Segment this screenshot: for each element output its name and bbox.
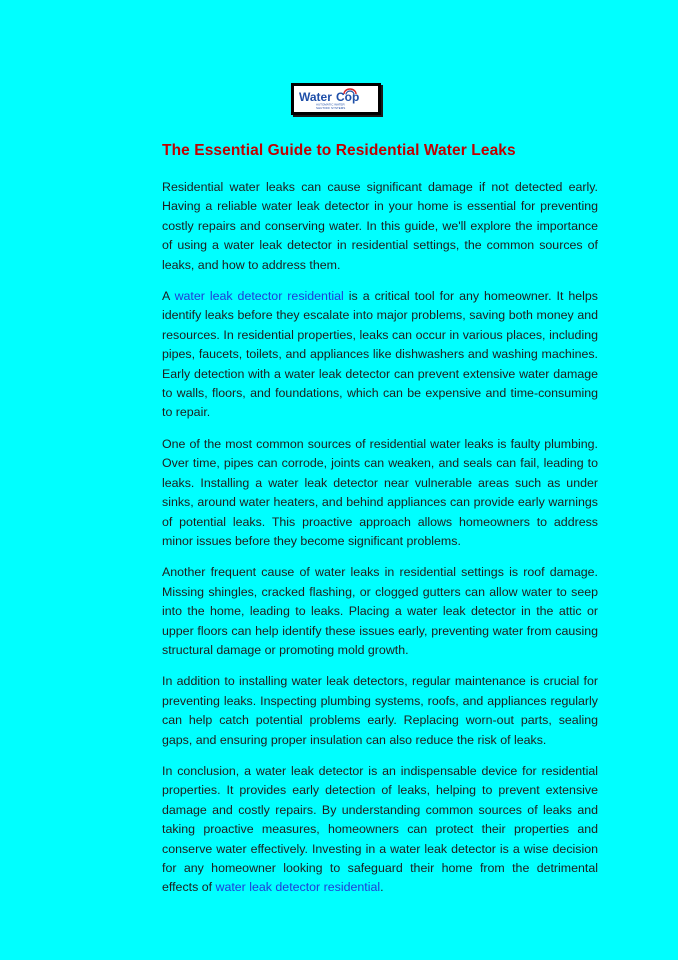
logo-brand-water: Water	[299, 90, 332, 104]
logo-brand-cop: Cop	[336, 90, 360, 104]
article	[162, 139, 598, 910]
logo-tagline-line1: AUTOMATIC WATER	[316, 102, 345, 107]
paragraph-text: is a critical tool for any homeowner. It helps identify leaks before they escalate into major problems, saving both money and resources. In residential properties, leaks can occur in various places, including pipes, faucets, toilets, and appliances like dishwashers and washing machines. Early detection with a water leak detector can prevent extensive water damage to walls, floors, and foundations, which can be expensive and time-consuming to repair.	[162, 289, 598, 420]
page-title: The Essential Guide to Residential Water Leaks	[162, 142, 516, 159]
paragraph-intro: Residential water leaks can cause significant damage if not detected early. Having a reliable water leak detector in your home is essential for preventing costly repairs and conserving water. In this guide, we'll explore the importance of using a water leak detector in residential settings, the common sources of leaks, and how to address them.	[162, 180, 598, 272]
paragraph-detector-importance	[162, 287, 598, 423]
water-leak-detector-link[interactable]: water leak detector residential	[174, 289, 344, 304]
paragraph-text: In conclusion, a water leak detector is an indispensable device for residential properties. It provides early detection of leaks, helping to prevent extensive damage and costly repairs. By understanding common sources of leaks and taking proactive measures, homeowners can protect their properties and conserve water effectively. Investing in a water leak detector is a wise decision for any homeowner looking to safeguard their home from the detrimental effects of	[162, 763, 598, 895]
paragraph-text: .	[380, 880, 384, 895]
watercop-logo	[291, 83, 381, 115]
water-leak-detector-link-conclusion[interactable]: water leak detector residential	[215, 880, 381, 895]
paragraph-conclusion	[162, 762, 598, 898]
watercop-logo-graphic	[294, 86, 378, 112]
logo-tagline-line2: SHUTOFF SYSTEMS	[316, 106, 346, 110]
paragraph-roof-damage: Another frequent cause of water leaks in residential settings is roof damage. Missing shingles, cracked flashing, or clogged gutters can allow water to seep into the home, leading to leaks. Placing a water leak detector in the attic or upper floors can help identify these issues early, preventing water from causing structural damage or promoting mold growth.	[162, 565, 598, 657]
paragraph-text: A	[162, 289, 175, 304]
paragraph-faulty-plumbing: One of the most common sources of residential water leaks is faulty plumbing. Over time, pipes can corrode, joints can weaken, and seals can fail, leading to leaks. Installing a water leak detector near vulnerable areas such as under sinks, around water heaters, and behind appliances can provide early warnings of potential leaks. This proactive approach allows homeowners to address minor issues before they become significant problems.	[162, 436, 598, 548]
paragraph-maintenance: In addition to installing water leak detectors, regular maintenance is crucial for preventing leaks. Inspecting plumbing systems, roofs, and appliances regularly can help catch potential problems early. Replacing worn-out parts, sealing gaps, and ensuring proper insulation can also reduce the risk of leaks.	[162, 674, 598, 747]
